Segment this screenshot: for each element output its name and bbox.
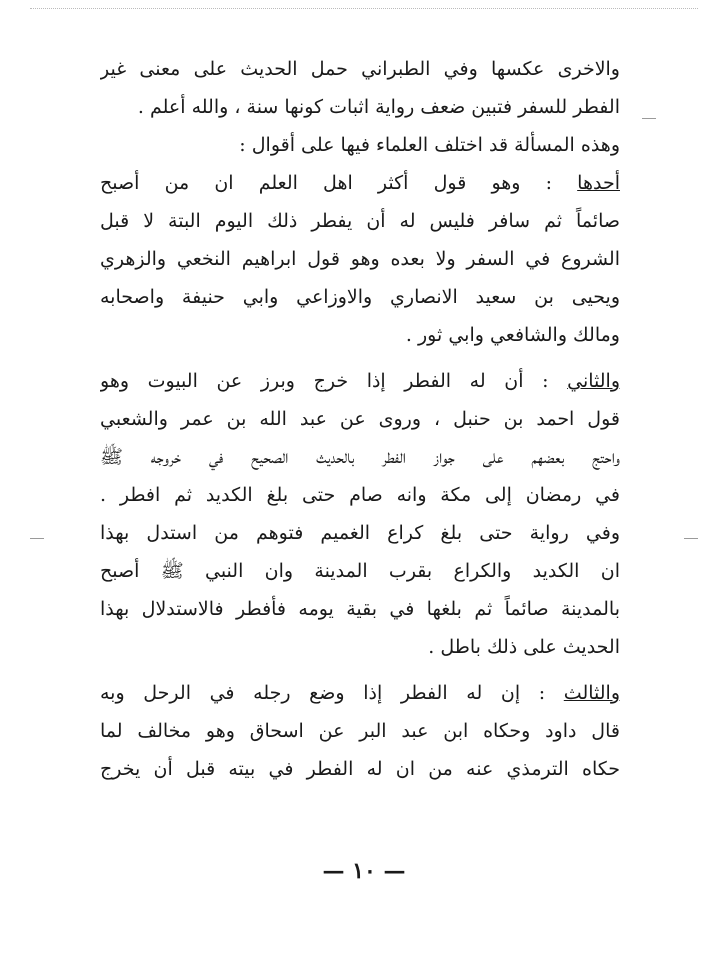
- margin-mark: [30, 538, 44, 539]
- text-line: صائماً ثم سافر فليس له أن يفطر ذلك اليوم البتة لا قبل: [100, 210, 620, 232]
- text-line: في رمضان إلى مكة وانه صام حتى بلغ الكديد ثم افطر .: [100, 484, 620, 506]
- opinion-text-third: : إن له الفطر إذا وضع رجله في الرحل وبه: [100, 682, 546, 704]
- page-number: — ١٠ —: [322, 858, 406, 884]
- text-line: الفطر للسفر فتبين ضعف رواية اثبات كونها سنة ، والله أعلم .: [137, 96, 620, 118]
- margin-mark: [684, 538, 698, 539]
- text-line: [100, 674, 620, 712]
- text-line: [100, 362, 620, 400]
- text-line: والاخرى عكسها وفي الطبراني حمل الحديث على معنى غير: [100, 58, 620, 80]
- opinion-text-first: : وهو قول أكثر اهل العلم ان من أصبح: [100, 172, 553, 194]
- text-line: [100, 164, 620, 202]
- opinion-text-second: : أن له الفطر إذا خرج وبرز عن البيوت وهو: [100, 370, 549, 392]
- text-line: الحديث على ذلك باطل .: [428, 636, 620, 658]
- text-line: وفي رواية حتى بلغ كراع الغميم فتوهم من استدل بهذا: [100, 522, 620, 544]
- text-line: وهذه المسألة قد اختلف العلماء فيها على أقوال :: [239, 134, 620, 156]
- opinion-label-first: أحدها: [577, 172, 620, 194]
- margin-mark: [642, 118, 656, 119]
- page-body: [100, 50, 620, 788]
- scan-edge-marks: [30, 8, 698, 13]
- text-line: حكاه الترمذي عنه من ان له الفطر في بيته قبل أن يخرج: [100, 758, 620, 780]
- opinion-label-second: والثاني: [567, 370, 620, 392]
- text-line: ويحيى بن سعيد الانصاري والاوزاعي وابي حنيفة واصحابه: [100, 286, 620, 308]
- text-line: ومالك والشافعي وابي ثور .: [405, 324, 620, 346]
- text-line: واحتج بعضهم على جواز الفطر بالحديث الصحيح في خروجه ﷺ: [100, 446, 620, 468]
- text-line: قال داود وحكاه ابن عبد البر عن اسحاق وهو مخالف لما: [100, 720, 620, 742]
- text-line: الشروع في السفر ولا بعده وهو قول ابراهيم النخعي والزهري: [100, 248, 620, 270]
- opinion-label-third: والثالث: [563, 682, 620, 704]
- text-line: ان الكديد والكراع بقرب المدينة وان النبي ﷺ أصبح: [100, 560, 620, 582]
- text-line: قول احمد بن حنبل ، وروى عن عبد الله بن عمر والشعبي: [100, 408, 620, 430]
- text-line: بالمدينة صائماً ثم بلغها في بقية يومه فأفطر فالاستدلال بهذا: [100, 598, 620, 620]
